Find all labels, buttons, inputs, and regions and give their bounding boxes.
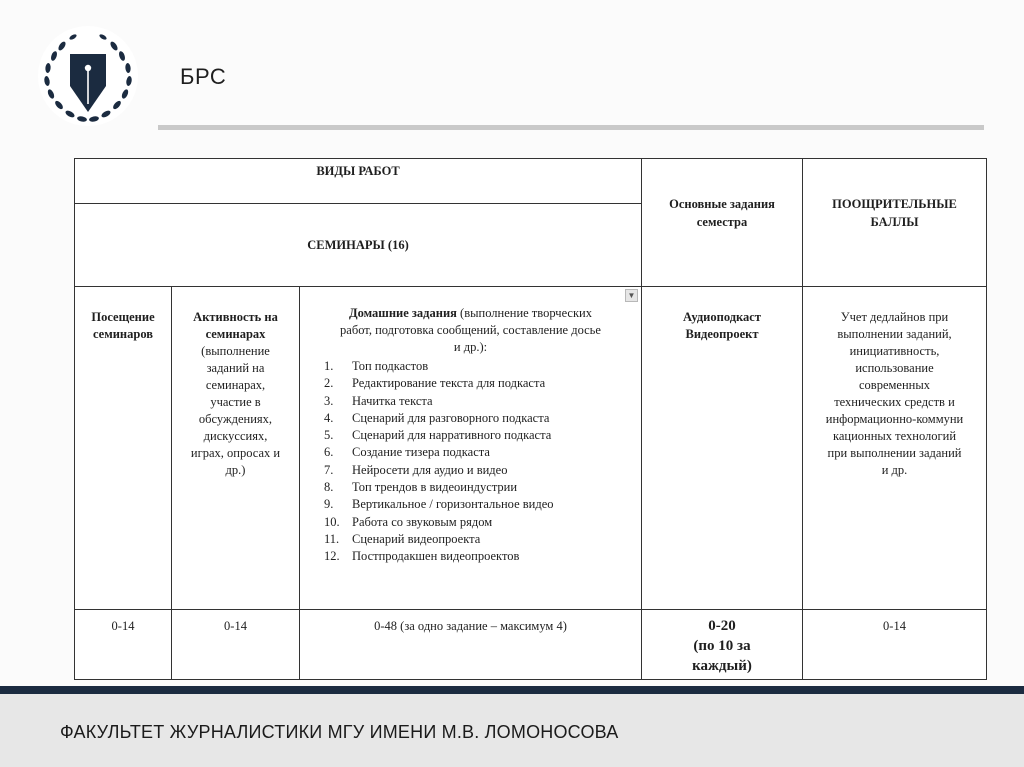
score-domashnie-note: (за одно задание – максимум 4)	[397, 619, 567, 633]
header-osnovnye-line2: семестра	[696, 215, 748, 229]
aktivnost-bold2: семинарах	[205, 327, 266, 341]
aktivnost-line: играх, опросах и	[190, 446, 281, 460]
score-domashnie	[300, 610, 642, 680]
title-divider	[158, 125, 984, 130]
table-header-row	[75, 159, 987, 204]
pooshchr-line: использование	[855, 361, 934, 375]
list-item	[324, 462, 641, 479]
list-text: Топ трендов в видеоиндустрии	[352, 480, 518, 495]
domashnie-title-bold: Домашние задания	[348, 306, 457, 320]
score-poseshchenie: 0-14	[75, 610, 172, 680]
list-number: 12.	[324, 549, 340, 564]
list-number: 3.	[324, 393, 334, 408]
list-item	[324, 444, 641, 461]
list-item	[324, 358, 641, 375]
list-text: Вертикальное / горизонтальное видео	[352, 497, 554, 512]
brs-table	[74, 158, 987, 680]
table-row-scores	[75, 610, 987, 680]
cell-pooshchritelnye-opisanie	[803, 287, 987, 610]
cell-audiopodkast	[642, 287, 803, 610]
audiopodkast-line2: Видеопроект	[685, 327, 759, 341]
chevron-down-icon[interactable]: ▼	[625, 289, 638, 302]
pooshchr-line: современных	[859, 378, 930, 392]
aktivnost-line: др.)	[225, 463, 246, 477]
cell-aktivnost	[172, 287, 300, 610]
poseshchenie-line2: семинаров	[92, 327, 154, 341]
pooshchr-line: при выполнении заданий	[827, 446, 962, 460]
list-number: 2.	[324, 376, 334, 391]
audiopodkast-line1: Аудиоподкаст	[682, 310, 761, 324]
list-number: 5.	[324, 428, 334, 443]
list-text: Топ подкастов	[352, 359, 429, 373]
aktivnost-line: семинарах,	[205, 378, 266, 392]
aktivnost-line: (выполнение	[201, 344, 270, 358]
score-pooshchritelnye: 0-14	[803, 610, 987, 680]
list-number: 8.	[324, 480, 334, 495]
footer-band	[0, 686, 1024, 694]
list-number: 10.	[324, 514, 340, 529]
list-item	[324, 496, 641, 513]
domashnie-title-rest: (выполнение творческих	[456, 306, 592, 320]
list-number: 6.	[324, 445, 334, 460]
faculty-logo-icon	[36, 24, 140, 128]
list-text: Работа со звуковым рядом	[352, 514, 493, 529]
header-seminary: СЕМИНАРЫ (16)	[75, 204, 642, 287]
aktivnost-line: заданий на	[206, 361, 265, 375]
header-pooshchritelnye	[803, 159, 987, 287]
score-audiopodkast	[642, 610, 803, 680]
list-text: Сценарий для нарративного подкаста	[352, 428, 552, 443]
list-item	[324, 479, 641, 496]
table-row	[75, 287, 987, 610]
header-osnovnye-zadaniya	[642, 159, 803, 287]
list-item	[324, 531, 641, 548]
list-number: 11.	[324, 531, 340, 546]
pooshchr-line: информационно-коммуни	[825, 412, 964, 426]
domashnie-title	[300, 305, 641, 356]
list-text: Начитка текста	[352, 393, 433, 408]
list-text: Редактирование текста для подкаста	[352, 376, 546, 391]
list-text: Постпродакшен видеопроектов	[352, 549, 520, 564]
score-aktivnost: 0-14	[172, 610, 300, 680]
list-text: Сценарий видеопроекта	[352, 531, 481, 546]
list-item	[324, 375, 641, 392]
list-item	[324, 514, 641, 531]
pooshchr-line: и др.	[881, 463, 908, 477]
slide-title: БРС	[180, 64, 227, 89]
cell-domashnie-zadaniya	[300, 287, 642, 610]
header-osnovnye-line1: Основные задания	[669, 197, 775, 211]
list-item	[324, 410, 641, 427]
pooshchr-line: технических средств и	[834, 395, 955, 409]
cell-poseshchenie	[75, 287, 172, 610]
list-number: 4.	[324, 410, 334, 425]
score-audiopodkast-note2: каждый)	[692, 658, 752, 674]
footer-text: ФАКУЛЬТЕТ ЖУРНАЛИСТИКИ МГУ ИМЕНИ М.В. ЛОМОНОСОВА	[60, 722, 619, 742]
pooshchr-line: выполнении заданий,	[837, 327, 952, 341]
pooshchr-line: кационных технологий	[832, 429, 957, 443]
score-audiopodkast-note1: (по 10 за	[693, 638, 751, 654]
list-number: 7.	[324, 462, 334, 477]
pooshchr-line: инициативность,	[849, 344, 940, 358]
domashnie-title-rest: работ, подготовка сообщений, составление досье	[340, 323, 601, 337]
header-pooshchr-line2: БАЛЛЫ	[870, 215, 919, 229]
poseshchenie-line1: Посещение	[91, 310, 155, 324]
list-number: 1.	[324, 359, 334, 373]
list-item	[324, 427, 641, 444]
aktivnost-line: участие в	[210, 395, 261, 409]
header-pooshchr-line1: ПООЩРИТЕЛЬНЫЕ	[832, 197, 957, 211]
score-audiopodkast-range: 0-20	[708, 618, 736, 634]
aktivnost-bold1: Активность на	[193, 310, 278, 324]
list-item	[324, 393, 641, 410]
score-domashnie-range: 0-48	[374, 619, 398, 633]
domashnie-title-rest: и др.):	[453, 340, 488, 354]
header-vidy-rabot: ВИДЫ РАБОТ	[75, 159, 642, 204]
homework-list	[300, 358, 641, 566]
list-text: Нейросети для аудио и видео	[352, 462, 508, 477]
list-text: Сценарий для разговорного подкаста	[352, 410, 550, 425]
aktivnost-line: дискуссиях,	[203, 429, 268, 443]
list-item	[324, 548, 641, 565]
aktivnost-line: обсуждениях,	[198, 412, 273, 426]
list-text: Создание тизера подкаста	[352, 445, 490, 460]
pooshchr-line: Учет дедлайнов при	[840, 310, 949, 324]
list-number: 9.	[324, 497, 334, 512]
